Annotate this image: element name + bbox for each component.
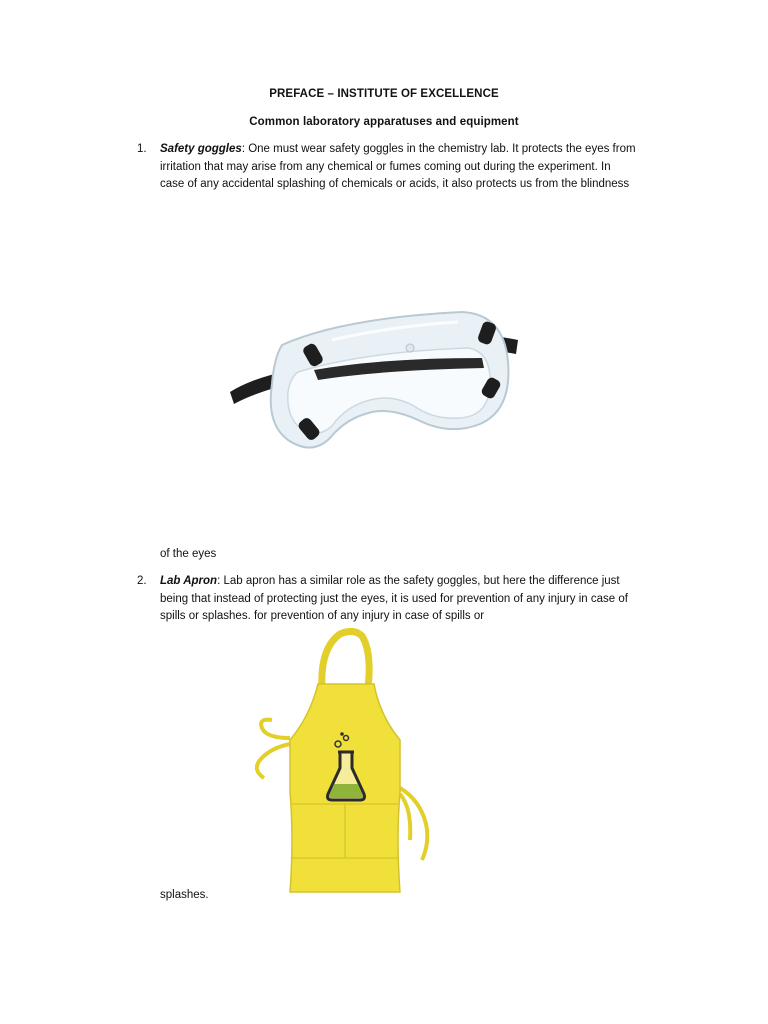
- item-2-line-2: being that instead of protecting just the eyes, it is used for prevention of any injury in case of: [160, 592, 628, 605]
- item-2-paragraph: [160, 573, 660, 626]
- item-2-term: Lab Apron: [160, 575, 218, 587]
- document-subtitle: Common laboratory apparatuses and equipment: [249, 116, 519, 128]
- item-1-line-1: [160, 141, 660, 159]
- item-1-continuation: of the eyes: [160, 548, 217, 560]
- item-2-line-1: [160, 573, 660, 591]
- document-title: PREFACE – INSTITUTE OF EXCELLENCE: [269, 88, 499, 100]
- item-2-number: 2.: [137, 575, 147, 587]
- item-1-number: 1.: [137, 143, 147, 155]
- item-2-text-1: : Lab apron has a similar role as the safety goggles, but here the difference just: [217, 575, 620, 587]
- item-1-line-3: case of any accidental splashing of chemicals or acids, it also protects us from the blindness: [160, 178, 630, 190]
- item-2-continuation: splashes.: [160, 889, 209, 901]
- lab-apron-image: [250, 628, 440, 898]
- item-1-line-2: irritation that may arise from any chemical or fumes coming out during the experiment. In: [160, 160, 611, 173]
- item-2-line-3: spills or splashes. for prevention of any injury in case of spills or: [160, 610, 485, 622]
- item-1-term: Safety goggles: [160, 143, 242, 155]
- item-1-text-1: : One must wear safety goggles in the chemistry lab. It protects the eyes from: [241, 143, 636, 155]
- item-1-paragraph: [160, 141, 660, 194]
- safety-goggles-image: [222, 300, 522, 460]
